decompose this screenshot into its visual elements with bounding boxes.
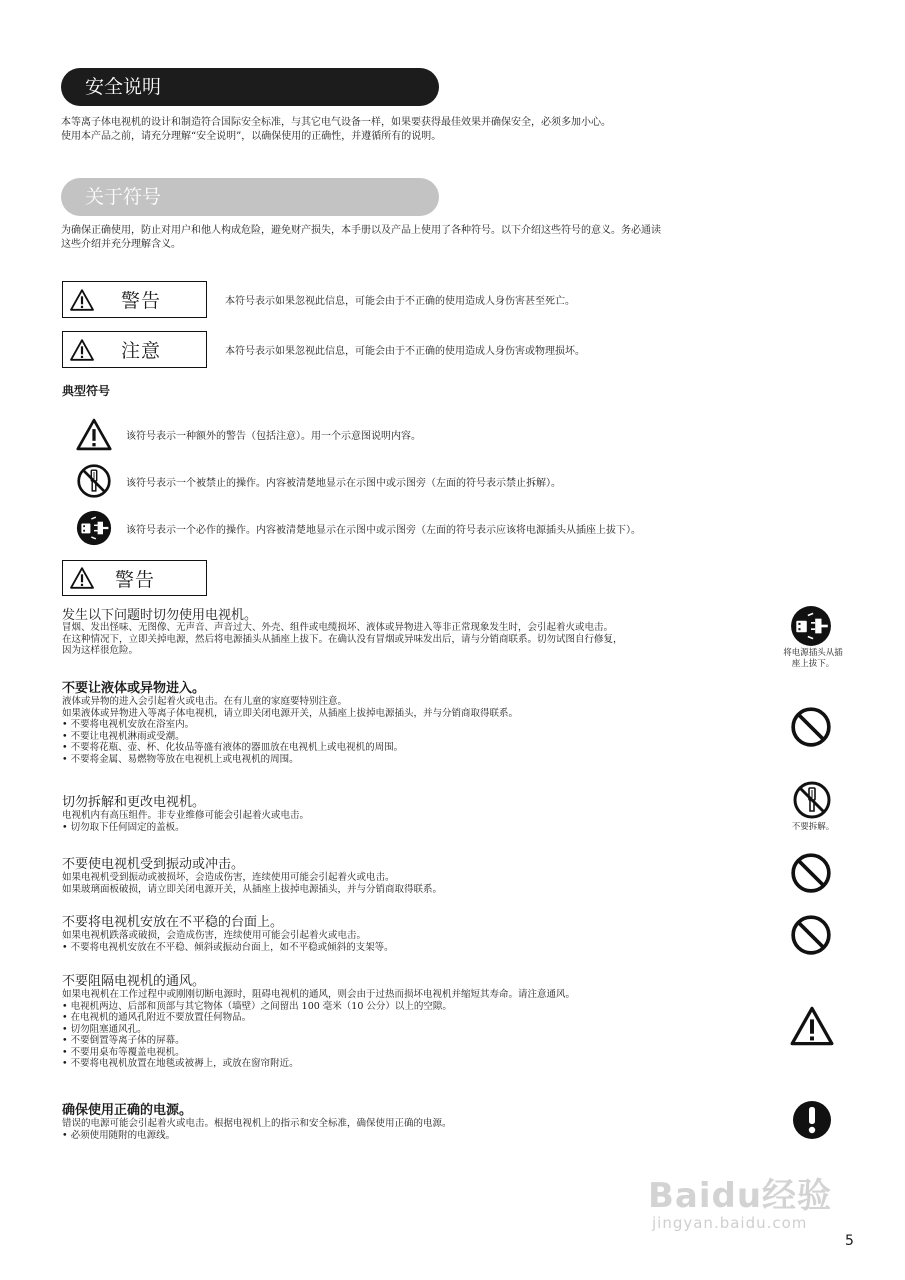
no-disassembly-icon xyxy=(792,780,832,820)
typical-symbol-text: 该符号表示一种额外的警告（包括注意）。用一个示意图说明内容。 xyxy=(126,431,421,442)
warning-line: • 不要倒置等离子体的屏幕。 xyxy=(62,1035,185,1046)
caption-line: 将电源插头从插 xyxy=(783,648,843,658)
no-disassembly-icon xyxy=(76,463,112,499)
warning-section-body xyxy=(62,622,782,657)
warning-section-body xyxy=(62,989,782,1070)
safety-section-title: 安全说明 xyxy=(61,68,439,106)
no-disassembly-caption: 不要拆解。 xyxy=(791,822,835,832)
warning-section-title: 不要将电视机安放在不平稳的台面上。 xyxy=(62,915,284,930)
caption-line: 座上拔下。 xyxy=(791,659,835,669)
warning-section-title: 不要让液体或异物进入。 xyxy=(62,681,206,696)
warning-line: • 电视机两边、后部和顶部与其它物体（墙壁）之间留出 100 毫米（10 公分）以上的空隙。 xyxy=(62,1000,452,1012)
warning-line: • 不要用桌布等覆盖电视机。 xyxy=(62,1046,185,1058)
page-number: 5 xyxy=(845,1233,854,1249)
symbols-intro-line: 这些介绍并充分理解含义。 xyxy=(61,239,181,250)
prohibited-icon xyxy=(790,914,832,956)
warning-line: • 不要将花瓶、壶、杯、化妆品等盛有液体的器皿放在电视机上或电视机的周围。 xyxy=(62,742,404,753)
warning-line: 如果电视机跌落或破损，会造成伤害，连续使用可能会引起着火或电击。 xyxy=(62,930,367,941)
warning-line: • 不要将电视机安放在浴室内。 xyxy=(62,719,195,730)
warning-line: 错误的电源可能会引起着火或电击。根据电视机上的指示和安全标准，确保使用正确的电源。 xyxy=(62,1118,452,1129)
warning-line: 如果电视机受到振动或被损坏，会造成伤害，连续使用可能会引起着火或电击。 xyxy=(62,872,395,883)
symbols-intro-line: 为确保正确使用，防止对用户和他人构成危险，避免财产损失，本手册以及产品上使用了各种符号。以下介绍这些符号的意义。务必通读 xyxy=(61,225,661,236)
unplug-icon xyxy=(790,605,832,647)
warning-line: • 不要将电视机安放在不平稳、倾斜或振动台面上，如不平稳或倾斜的支架等。 xyxy=(62,941,394,953)
warning-triangle-icon xyxy=(69,339,95,361)
caution-label-box xyxy=(62,331,207,368)
warning-line: • 不要将电视机放置在地毯或被褥上，或放在窗帘附近。 xyxy=(62,1058,299,1069)
safety-intro-line: 本等离子体电视机的设计和制造符合国际安全标准，与其它电气设备一样，如果要获得最佳效果并确保安全，必须多加小心。 xyxy=(61,117,611,128)
mandatory-icon xyxy=(792,1100,832,1140)
warning-section-body xyxy=(62,696,782,765)
warning-section-body xyxy=(62,810,782,833)
warning-line: 如果液体或异物进入等离子体电视机，请立即关闭电源开关，从插座上拔掉电源插头，并与分销商取得联系。 xyxy=(62,707,519,719)
warning-line: 如果电视机在工作过程中或刚刚切断电源时，阻碍电视机的通风，则会由于过热而损坏电视机并缩短其寿命。请注意通风。 xyxy=(62,989,576,1000)
warning-section-title: 发生以下问题时切勿使用电视机。 xyxy=(62,608,258,623)
safety-intro xyxy=(61,116,806,144)
warning-line: • 切勿取下任何固定的盖板。 xyxy=(62,821,185,833)
warning-line: 电视机内有高压组件。非专业维修可能会引起着火或电击。 xyxy=(62,810,310,821)
warning-line: 冒烟、发出怪味、无图像、无声音、声音过大、外壳、组件或电缆损坏、液体或异物进入等非正常现象发生时，会引起着火或电击。 xyxy=(62,622,614,633)
typical-symbol-text: 该符号表示一个必作的操作。内容被清楚地显示在示图中或示图旁（左面的符号表示应该将电源插头从插座上拔下）。 xyxy=(126,524,641,536)
warning-triangle-icon xyxy=(69,567,95,589)
warning-line: • 不要将金属、易燃物等放在电视机上或电视机的周围。 xyxy=(62,753,299,765)
symbols-section-title: 关于符号 xyxy=(61,178,439,216)
symbols-intro xyxy=(61,224,806,252)
warning-line: • 切勿阻塞通风孔。 xyxy=(62,1023,147,1035)
unplug-caption xyxy=(768,648,858,670)
prohibited-icon xyxy=(790,706,832,748)
warning-description: 本符号表示如果忽视此信息，可能会由于不正确的使用造成人身伤害甚至死亡。 xyxy=(225,296,575,307)
warning-label: 警告 xyxy=(121,290,162,312)
unplug-icon xyxy=(76,510,112,546)
warning-section-title: 不要阻隔电视机的通风。 xyxy=(62,974,206,989)
safety-intro-line: 使用本产品之前，请充分理解“安全说明”，以确保使用的正确性，并遵循所有的说明。 xyxy=(61,131,442,142)
typical-symbol-row xyxy=(76,418,421,451)
typical-symbols-title: 典型符号 xyxy=(62,384,111,398)
prohibited-icon xyxy=(790,852,832,894)
warning-section-body xyxy=(62,872,782,895)
warning-line: • 在电视机的通风孔附近不要放置任何物品。 xyxy=(62,1012,252,1023)
warning-section-body xyxy=(62,930,782,953)
warning-line: 在这种情况下，立即关掉电源，然后将电源插头从插座上拔下。在确认没有冒烟或异味发出后，请与分销商联系。切勿试图自行修复， xyxy=(62,633,623,645)
watermark-url: jingyan.baidu.com xyxy=(652,1214,808,1232)
warning-section-title: 不要使电视机受到振动或冲击。 xyxy=(62,857,245,872)
warning-line: • 不要让电视机淋雨或受潮。 xyxy=(62,730,185,742)
warning-triangle-icon xyxy=(76,418,112,451)
warning-label-box xyxy=(62,281,207,318)
watermark-logo: Baidu经验 xyxy=(648,1176,833,1216)
warning-section-body xyxy=(62,1118,782,1141)
warning-triangle-icon xyxy=(69,289,95,311)
warning-section-title: 切勿拆解和更改电视机。 xyxy=(62,795,206,810)
typical-symbol-row xyxy=(76,510,641,546)
warnings-label: 警告 xyxy=(115,568,156,591)
typical-symbol-row xyxy=(76,463,561,499)
warning-line: 液体或异物的进入会引起着火或电击。在有儿童的家庭要特别注意。 xyxy=(62,696,348,707)
warning-triangle-icon xyxy=(790,1006,834,1046)
caution-description: 本符号表示如果忽视此信息，可能会由于不正确的使用造成人身伤害或物理损坏。 xyxy=(225,346,585,357)
warning-line: • 必须使用随附的电源线。 xyxy=(62,1129,176,1141)
warning-section-title: 确保使用正确的电源。 xyxy=(62,1103,193,1118)
warning-line: 如果玻璃面板破损，请立即关闭电源开关，从插座上拔掉电源插头，并与分销商取得联系。 xyxy=(62,883,443,895)
warnings-label-box xyxy=(62,560,207,596)
warning-line: 因为这样很危险。 xyxy=(62,645,139,656)
caution-label: 注意 xyxy=(121,340,162,362)
typical-symbol-text: 该符号表示一个被禁止的操作。内容被清楚地显示在示图中或示图旁（左面的符号表示禁止拆解）。 xyxy=(126,477,561,489)
